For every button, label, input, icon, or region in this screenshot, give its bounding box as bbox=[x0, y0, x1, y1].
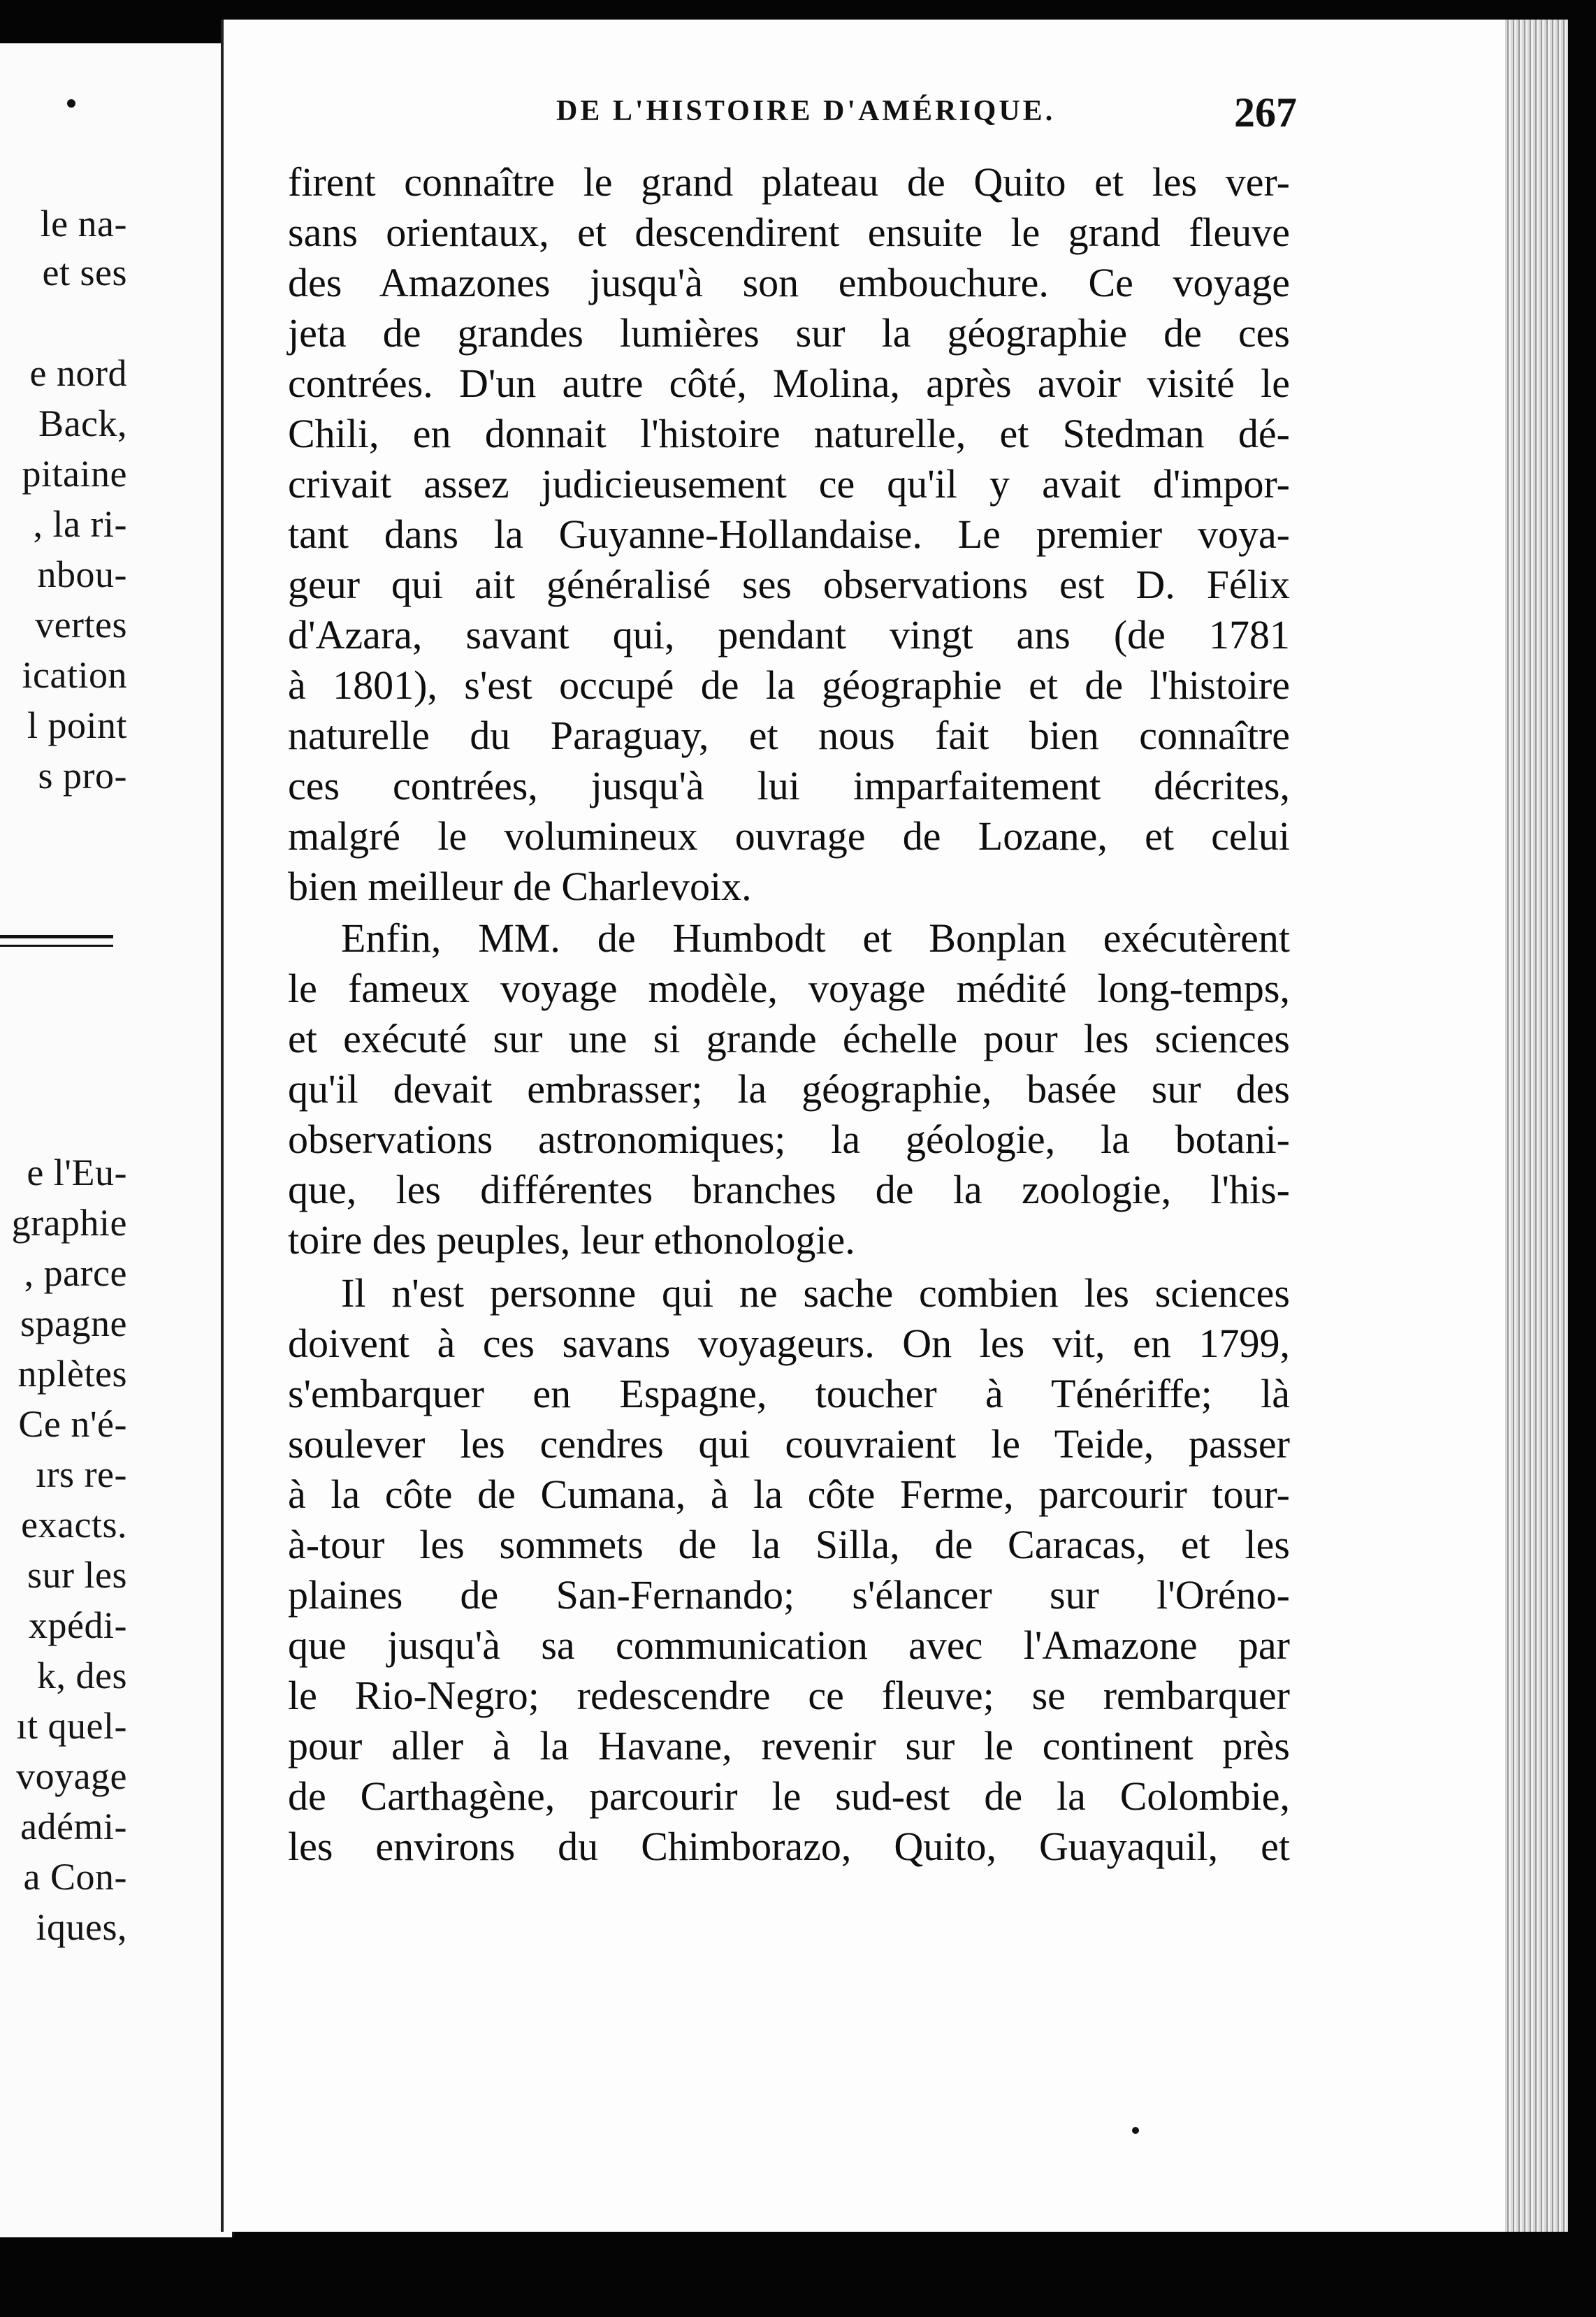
text-line: pour aller à la Havane, revenir sur le continent près bbox=[288, 1723, 1290, 1768]
text-line: à-tour les sommets de la Silla, de Caracas, et les bbox=[288, 1522, 1290, 1567]
text-line: de Carthagène, parcourir le sud-est de la Colombie, bbox=[288, 1773, 1290, 1819]
text-line: contrées. D'un autre côté, Molina, après avoir visité le bbox=[288, 361, 1290, 406]
text-line: que jusqu'à sa communication avec l'Amazone par bbox=[288, 1622, 1290, 1668]
text-line: le fameux voyage modèle, voyage médité long-temps, bbox=[288, 966, 1290, 1011]
running-title: DE L'HISTOIRE D'AMÉRIQUE. bbox=[556, 95, 1056, 127]
left-line: et ses bbox=[42, 252, 127, 293]
left-line: pitaine bbox=[22, 453, 127, 495]
left-line: nplètes bbox=[17, 1353, 127, 1395]
text-line: toire des peuples, leur ethonologie. bbox=[288, 1217, 855, 1263]
text-line: malgré le volumineux ouvrage de Lozane, et celui bbox=[288, 813, 1290, 859]
text-line: s'embarquer en Espagne, toucher à Ténériffe; là bbox=[288, 1371, 1290, 1416]
text-line: les environs du Chimborazo, Quito, Guayaquil, et bbox=[288, 1824, 1290, 1869]
left-line: vertes bbox=[35, 604, 127, 646]
text-line: tant dans la Guyanne-Hollandaise. Le premier voya- bbox=[288, 511, 1290, 557]
left-line: sur les bbox=[27, 1554, 127, 1596]
text-line: le Rio-Negro; redescendre ce fleuve; se rembarquer bbox=[288, 1673, 1290, 1718]
page-header bbox=[333, 89, 1297, 143]
text-line: observations astronomiques; la géologie, la botani- bbox=[288, 1117, 1290, 1162]
text-line: sans orientaux, et descendirent ensuite le grand fleuve bbox=[288, 210, 1290, 255]
left-line: voyage bbox=[16, 1755, 127, 1797]
text-line: qu'il devait embrasser; la géographie, basée sur des bbox=[288, 1066, 1290, 1112]
left-line: l point bbox=[27, 704, 127, 746]
left-line: xpédi- bbox=[29, 1604, 127, 1646]
text-line: jeta de grandes lumières sur la géographie de ces bbox=[288, 310, 1290, 356]
text-line: bien meilleur de Charlevoix. bbox=[288, 864, 752, 909]
text-line: firent connaître le grand plateau de Quito et les ver- bbox=[288, 159, 1290, 205]
paragraph-first-line: Enfin, MM. de Humbodt et Bonplan exécutèrent bbox=[341, 915, 1290, 961]
left-line: ıt quel- bbox=[16, 1705, 127, 1747]
left-line: e nord bbox=[29, 352, 127, 394]
left-line: ication bbox=[22, 654, 127, 696]
section-rule bbox=[0, 935, 113, 938]
left-line: le na- bbox=[40, 203, 127, 245]
text-line: soulever les cendres qui couvraient le Teide, passer bbox=[288, 1421, 1290, 1467]
left-line: nbou- bbox=[37, 553, 127, 595]
page-stack-edge bbox=[1505, 20, 1568, 2232]
text-line: doivent à ces savans voyageurs. On les vit, en 1799, bbox=[288, 1321, 1290, 1366]
text-line: et exécuté sur une si grande échelle pour les sciences bbox=[288, 1016, 1290, 1061]
left-line: a Con- bbox=[23, 1856, 127, 1898]
left-line: , parce bbox=[24, 1252, 127, 1294]
left-line: spagne bbox=[20, 1302, 127, 1344]
left-page-fragment bbox=[0, 43, 234, 2237]
left-line: graphie bbox=[11, 1202, 127, 1244]
left-line: ırs re- bbox=[36, 1453, 127, 1495]
left-line: exacts. bbox=[21, 1504, 127, 1546]
left-line: k, des bbox=[37, 1655, 127, 1697]
left-line: Back, bbox=[38, 402, 127, 444]
text-line: naturelle du Paraguay, et nous fait bien connaître bbox=[288, 713, 1290, 758]
text-line: Chili, en donnait l'histoire naturelle, et Stedman dé- bbox=[288, 411, 1290, 456]
text-line: plaines de San-Fernando; s'élancer sur l'Oréno- bbox=[288, 1572, 1290, 1618]
text-line: d'Azara, savant qui, pendant vingt ans (de 1781 bbox=[288, 612, 1290, 658]
page-number: 267 bbox=[1234, 89, 1297, 136]
ink-speck bbox=[1132, 2127, 1139, 2134]
left-line: e l'Eu- bbox=[27, 1152, 127, 1193]
text-line: à 1801), s'est occupé de la géographie et de l'histoire bbox=[288, 662, 1290, 708]
left-line: , la ri- bbox=[33, 503, 127, 545]
text-line: ces contrées, jusqu'à lui imparfaitement décrites, bbox=[288, 763, 1290, 808]
ink-speck bbox=[67, 99, 75, 108]
text-line: des Amazones jusqu'à son embouchure. Ce voyage bbox=[288, 260, 1290, 305]
text-line: crivait assez judicieusement ce qu'il y avait d'impor- bbox=[288, 461, 1290, 507]
text-line: que, les différentes branches de la zoologie, l'his- bbox=[288, 1167, 1290, 1212]
left-line: iques, bbox=[36, 1906, 127, 1948]
left-line: s pro- bbox=[38, 755, 127, 797]
text-line: geur qui ait généralisé ses observations est D. Félix bbox=[288, 562, 1290, 607]
paragraph-first-line: Il n'est personne qui ne sache combien les sciences bbox=[341, 1270, 1290, 1316]
section-rule bbox=[0, 945, 113, 947]
left-line: adémi- bbox=[20, 1806, 127, 1847]
left-line: Ce n'é- bbox=[18, 1403, 127, 1445]
text-line: à la côte de Cumana, à la côte Ferme, parcourir tour- bbox=[288, 1472, 1290, 1517]
